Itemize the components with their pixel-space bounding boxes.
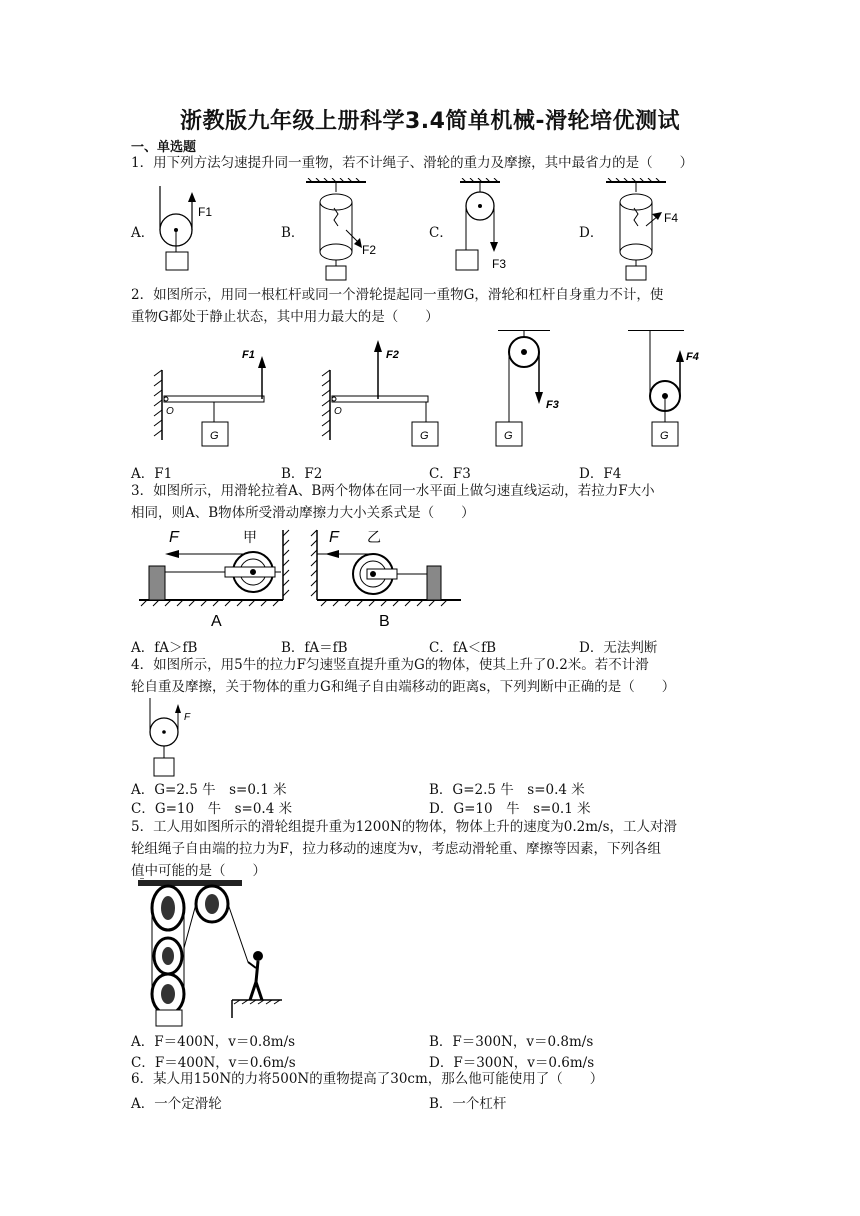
question-5-line-1: 5．工人用如图所示的滑轮组提升重为1200N的物体，物体上升的速度为0.2m/s，工人对滑 [131, 819, 678, 835]
q2-option-d: D．F4 [579, 466, 622, 482]
q3-figures [135, 524, 465, 636]
q3-fig-jia [139, 529, 289, 630]
q2-label-f4: F4 [686, 351, 699, 363]
question-5-line-3: 值中可能的是（ ） [131, 863, 266, 879]
q4-option-b: B．G=2.5 牛 s=0.4 米 [429, 782, 585, 798]
q1-label-f2: F2 [362, 243, 377, 257]
q3-jia-label: 甲 [243, 529, 257, 545]
q3-label-a: A [211, 613, 222, 630]
q4-option-d: D．G=10 牛 s=0.1 米 [429, 801, 591, 817]
q1-label-f4: F4 [664, 211, 679, 225]
q1-fig-d [606, 178, 678, 280]
q1-fig-b [306, 178, 376, 280]
question-2-line-1: 2．如图所示，用同一根杠杆或同一个滑轮提起同一重物G，滑轮和杠杆自身重力不计，使 [131, 287, 664, 303]
q2-fig-b [322, 340, 438, 446]
q2-label-f2: F2 [386, 349, 399, 361]
q3-option-b: B．fA＝fB [281, 640, 348, 656]
q1-fig-c [456, 178, 506, 271]
q2-option-a: A．F1 [131, 466, 173, 482]
q1-option-c: C． [429, 225, 453, 241]
page-title: 浙教版九年级上册科学3.4简单机械-滑轮培优测试 [179, 109, 681, 134]
question-3-line-1: 3．如图所示，用滑轮拉着A、B两个物体在同一水平面上做匀速直线运动，若拉力F大小 [131, 483, 655, 499]
q1-option-a: A． [131, 225, 155, 241]
q2-fig-a [154, 349, 266, 446]
q3-option-d: D．无法判断 [579, 640, 658, 656]
question-3-line-2: 相同，则A、B物体所受滑动摩擦力大小关系式是（ ） [131, 505, 475, 521]
q3-yi-label: 乙 [367, 529, 381, 545]
q2-fig-c [496, 330, 559, 446]
q3-label-b: B [379, 613, 390, 630]
question-6-text: 6．某人用150N的力将500N的重物提高了30cm，那么他可能使用了（ ） [131, 1071, 604, 1087]
q2-label-f3: F3 [546, 399, 559, 411]
question-2-line-2: 重物G都处于静止状态，其中用力最大的是（ ） [131, 309, 439, 325]
q4-force-label: F [184, 712, 191, 723]
q4-option-c: C．G=10 牛 s=0.4 米 [131, 801, 293, 817]
q1-label-f1: F1 [198, 205, 213, 219]
q3-option-c: C．fA＜fB [429, 640, 496, 656]
q1-option-d: D． [579, 225, 604, 241]
question-1-text: 1．用下列方法匀速提升同一重物，若不计绳子、滑轮的重力及摩擦，其中最省力的是（ ） [131, 155, 694, 171]
q2-option-c: C．F3 [429, 466, 471, 482]
q1-label-f3: F3 [492, 257, 507, 271]
q2-b-pivot: O [334, 406, 342, 417]
q1-figures [140, 178, 740, 282]
question-5-line-2: 轮组绳子自由端的拉力为F，拉力移动的速度为v，考虑动滑轮重、摩擦等因素，下列各组 [131, 841, 661, 857]
q1-option-b: B． [281, 225, 305, 241]
q2-option-b: B．F2 [281, 466, 323, 482]
q2-figures [150, 330, 710, 452]
q2-c-weight: G [504, 430, 513, 442]
section-heading: 一、单选题 [131, 140, 197, 155]
q1-fig-a [160, 186, 212, 270]
q6-option-a: A．一个定滑轮 [131, 1096, 222, 1112]
q2-label-f1: F1 [242, 349, 255, 361]
q3-fig-yi [311, 529, 461, 630]
q5-pulley-system-figure [136, 878, 286, 1028]
q2-d-weight: G [660, 430, 669, 442]
q4-option-a: A．G=2.5 牛 s=0.1 米 [131, 782, 287, 798]
q2-fig-d [628, 330, 699, 446]
q4-figure [140, 696, 210, 780]
q2-a-pivot: O [166, 406, 174, 417]
q5-option-d: D．F＝300N，v＝0.6m/s [429, 1055, 595, 1071]
q6-option-b: B．一个杠杆 [429, 1096, 507, 1112]
question-4-line-1: 4．如图所示，用5牛的拉力F匀速竖直提升重为G的物体，使其上升了0.2米。若不计滑 [131, 657, 649, 673]
q3-option-a: A．fA＞fB [131, 640, 198, 656]
q2-b-weight: G [420, 430, 429, 442]
q5-option-a: A．F＝400N，v＝0.8m/s [131, 1034, 296, 1050]
question-4-line-2: 轮自重及摩擦，关于物体的重力G和绳子自由端移动的距离s，下列判断中正确的是（ ） [131, 679, 676, 695]
q3-jia-force: F [169, 529, 179, 546]
q5-option-c: C．F＝400N，v＝0.6m/s [131, 1055, 296, 1071]
q3-yi-force: F [329, 529, 339, 546]
q2-a-weight: G [210, 430, 219, 442]
q5-option-b: B．F＝300N，v＝0.8m/s [429, 1034, 594, 1050]
